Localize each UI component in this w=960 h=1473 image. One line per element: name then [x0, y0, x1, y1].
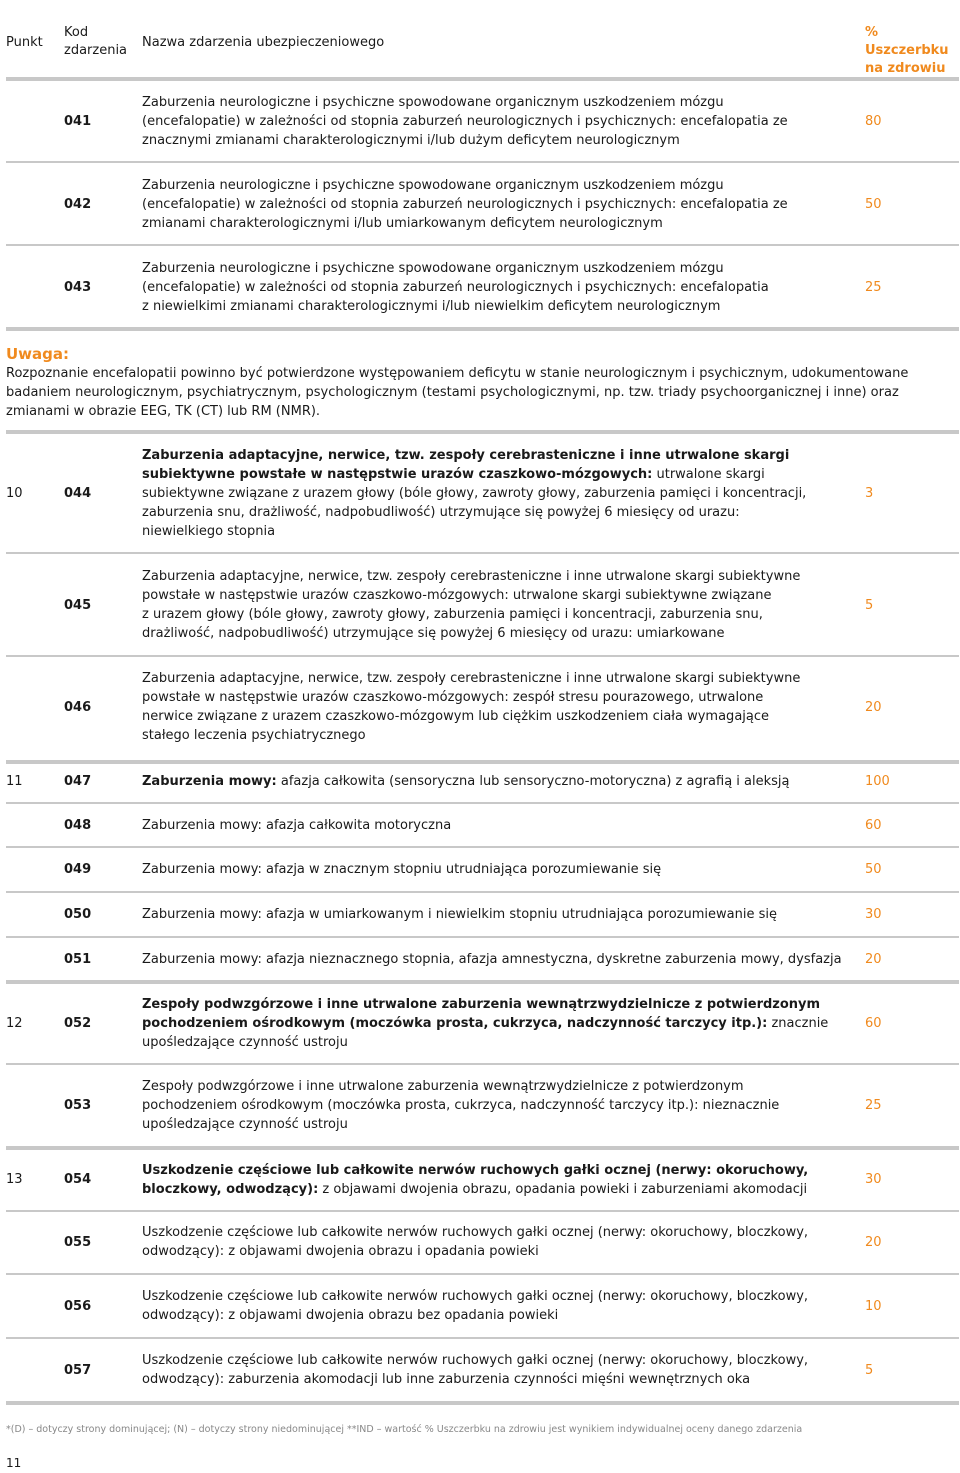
table-row: [0, 248, 960, 326]
row-name-text-wrap: [142, 93, 788, 150]
row-name-text: Uszkodzenie częściowe lub całkowite nerwów ruchowych gałki ocznej (nerwy: okoruchowy, bloczkowy, odwodzący): z objawami dwojenia obrazu bez opadania powieki: [142, 1289, 809, 1323]
footnote: *(D) – dotyczy strony dominującej; (N) – dotyczy strony niedominującej **IND – wartość % Uszczerbku na zdrowiu jest wynikiem indywidualnej oceny danego zdarzenia: [6, 1424, 803, 1435]
row-pct: 60: [865, 1015, 882, 1031]
row-name-text: Zaburzenia neurologiczne i psychiczne spowodowane organicznym uszkodzeniem mózgu (encefalopatie) w zależności od stopnia zaburzeń neurologicznych i psychicznych: encefalopatia z niewielkimi zmianami charakterologicznymi i/lub niewielkim deficytem neurologicznym: [142, 260, 769, 314]
row-punkt: 11: [6, 773, 23, 789]
note-text: Rozpoznanie encefalopatii powinno być potwierdzone występowaniem deficytu w stanie neurologicznym i psychicznym, udokumentowane badaniem neurologicznym, psychiatrycznym, psychologicznym (testami psychologicznymi, np. tzw. triady psychoorganicznej i inne) oraz zmianami w obrazie EEG, TK (CT) lub RM (NMR).: [6, 366, 909, 419]
row-rule: [6, 1337, 959, 1339]
row-name-text: Zaburzenia mowy: afazja nieznacznego stopnia, afazja amnestyczna, dyskretne zaburzenia mowy, dysfazja: [142, 951, 842, 967]
row-name-text: Zaburzenia neurologiczne i psychiczne spowodowane organicznym uszkodzeniem mózgu (encefalopatie) w zależności od stopnia zaburzeń neurologicznych i psychicznych: encefalopatia ze znacznymi zmianami charakterologicznymi i/lub dużym deficytem neurologicznym: [142, 94, 788, 148]
row-pct: 20: [865, 1234, 882, 1250]
row-name: [142, 437, 842, 550]
row-name: [142, 165, 842, 243]
row-rule: [6, 1401, 959, 1405]
row-name-bold: Zaburzenia adaptacyjne, nerwice, tzw. zespoły cerebrasteniczne i inne utrwalone skargi subiektywne powstałe w następstwie urazów czaszkowo-mózgowych:: [142, 448, 790, 482]
row-name-text-wrap: [142, 1223, 808, 1261]
row-rule: [6, 891, 959, 893]
row-pct: 30: [865, 1172, 882, 1187]
row-name-text-wrap: [142, 176, 788, 233]
row-name-text-wrap: [142, 1351, 808, 1389]
row-name: [142, 82, 842, 160]
row-name-text-wrap: [142, 860, 661, 879]
row-kod: 044: [64, 486, 92, 501]
table-row: [0, 1277, 960, 1335]
table-row: [0, 1151, 960, 1208]
row-name: [142, 1213, 842, 1271]
table-row: [0, 165, 960, 243]
row-kod: 043: [64, 279, 92, 295]
row-name-text: Zaburzenia mowy: afazja całkowita motoryczna: [142, 818, 452, 833]
row-kod: 046: [64, 699, 92, 715]
table-row: [0, 985, 960, 1061]
note-block: [6, 344, 946, 421]
row-pct: 20: [865, 699, 882, 715]
row-name-text: afazja całkowita (sensoryczna lub sensoryczno-motoryczna) z agrafią i aleksją: [276, 773, 790, 789]
row-kod: 050: [64, 907, 92, 922]
row-name-text: utrwalone skargi subiektywne związane z urazem głowy (bóle głowy, zawroty głowy, zaburzenia pamięci i koncentracji, zaburzenia snu, drażliwość, nadpobudliwość) utrzymujące się powyżej 6 miesięcy od urazu: niewielkiego stopnia: [142, 467, 807, 539]
header-punkt: Punkt: [6, 35, 43, 50]
row-name: [142, 556, 842, 654]
row-name-bold: Zaburzenia mowy:: [142, 773, 277, 789]
row-name-text: Zaburzenia neurologiczne i psychiczne spowodowane organicznym uszkodzeniem mózgu (encefalopatie) w zależności od stopnia zaburzeń neurologicznych i psychicznych: encefalopatia ze zmianami charakterologicznymi i/lub umiarkowanym deficytem neurologicznym: [142, 177, 788, 231]
row-name-text: Zaburzenia adaptacyjne, nerwice, tzw. zespoły cerebrasteniczne i inne utrwalone skargi subiektywne powstałe w następstwie urazów czaszkowo-mózgowych: utrwalone skargi subiektywne związane z urazem głowy (bóle głowy, zawroty głowy, zaburzenia pamięci i koncentracji, zaburzenia snu, drażliwość, nadpobudliwość) utrzymujące się powyżej 6 miesięcy od urazu: umiarkowane: [142, 569, 801, 641]
row-name: [142, 1277, 842, 1335]
row-pct: 80: [865, 113, 882, 129]
row-name-text: znacznie upośledzające czynność ustroju: [142, 1015, 829, 1050]
row-kod: 055: [64, 1234, 92, 1250]
row-name-text: Uszkodzenie częściowe lub całkowite nerwów ruchowych gałki ocznej (nerwy: okoruchowy, bloczkowy, odwodzący): zaburzenia akomodacji lub inne zaburzenia czynności mięśni wewnętrznych oka: [142, 1353, 809, 1387]
table-row: [0, 764, 960, 798]
row-rule: [6, 1210, 959, 1212]
row-pct: 25: [865, 1098, 882, 1113]
header-rule: [6, 77, 959, 81]
row-name: [142, 1341, 842, 1399]
row-name-bold: Zespoły podwzgórzowe i inne utrwalone zaburzenia wewnątrzwydzielnicze z potwierdzonym pochodzeniem ośrodkowym (moczówka prosta, cukrzyca, nadczynność tarczycy itp.):: [142, 996, 821, 1031]
row-pct: 20: [865, 951, 882, 967]
row-name: [142, 940, 842, 978]
row-name-text: Zaburzenia mowy: afazja w umiarkowanym i niewielkim stopniu utrudniająca porozumiewanie się: [142, 907, 777, 922]
table-row: [0, 82, 960, 160]
row-pct: 60: [865, 818, 882, 833]
row-pct: 25: [865, 279, 882, 295]
row-name-text-wrap: [142, 1077, 779, 1134]
row-rule: [6, 802, 959, 804]
row-pct: 3: [865, 486, 874, 501]
row-rule: [6, 846, 959, 848]
row-name: [142, 851, 842, 888]
row-rule: [6, 1063, 959, 1065]
row-name-text: Zaburzenia adaptacyjne, nerwice, tzw. zespoły cerebrasteniczne i inne utrwalone skargi subiektywne powstałe w następstwie urazów czaszkowo-mózgowych: zespół stresu pourazowego, utrwalone nerwice związane z urazem czaszkowo-mózgowym lub ciężkim uszkodzeniem ciała wymagające stałego leczenia psychiatrycznego: [142, 671, 801, 743]
row-kod: 041: [64, 113, 92, 129]
row-pct: 100: [865, 773, 890, 789]
table-row: [0, 1213, 960, 1271]
row-name-text-wrap: [142, 1161, 808, 1199]
row-kod: 048: [64, 818, 92, 833]
table-row: [0, 659, 960, 755]
row-kod: 051: [64, 951, 92, 967]
row-kod: 057: [64, 1362, 92, 1378]
row-rule: [6, 1273, 959, 1275]
table-row: [0, 1341, 960, 1399]
page-number: 11: [6, 1456, 22, 1470]
row-name-text: Uszkodzenie częściowe lub całkowite nerwów ruchowych gałki ocznej (nerwy: okoruchowy, bloczkowy, odwodzący): z objawami dwojenia obrazu i opadania powieki: [142, 1225, 809, 1259]
row-pct: 50: [865, 196, 882, 212]
row-rule: [6, 552, 959, 554]
row-rule: [6, 980, 959, 984]
row-kod: 047: [64, 773, 92, 789]
row-name-text: Zaburzenia mowy: afazja w znacznym stopniu utrudniająca porozumiewanie się: [142, 862, 662, 877]
table-row: [0, 940, 960, 978]
row-name-text-wrap: [142, 669, 800, 745]
row-name-bold: Uszkodzenie częściowe lub całkowite nerwów ruchowych gałki ocznej (nerwy: okoruchowy, bloczkowy, odwodzący):: [142, 1162, 809, 1197]
row-name-text-wrap: [142, 259, 769, 316]
table-row: [0, 851, 960, 888]
row-pct: 5: [865, 597, 874, 613]
table-row: [0, 807, 960, 844]
row-name-text: Zespoły podwzgórzowe i inne utrwalone zaburzenia wewnątrzwydzielnicze z potwierdzonym pochodzeniem ośrodkowym (moczówka prosta, cukrzyca, nadczynność tarczycy itp.): nieznacznie upośledzające czynność ustroju: [142, 1079, 780, 1132]
table-row: [0, 1067, 960, 1144]
row-name-text-wrap: [142, 1287, 808, 1325]
row-name-text-wrap: [142, 995, 828, 1052]
row-punkt: 13: [6, 1172, 23, 1187]
row-name: [142, 764, 842, 798]
header-pct: % Uszczerbku na zdrowiu: [865, 25, 949, 76]
row-pct: 5: [865, 1362, 874, 1378]
row-kod: 053: [64, 1098, 92, 1113]
header-name: Nazwa zdarzenia ubezpieczeniowego: [142, 35, 385, 50]
row-name-text: z objawami dwojenia obrazu, opadania powieki i zaburzeniami akomodacji: [318, 1181, 808, 1197]
row-kod: 045: [64, 597, 92, 613]
row-pct: 50: [865, 862, 882, 877]
row-name-text-wrap: [142, 567, 800, 643]
row-name-text-wrap: [142, 446, 806, 541]
row-kod: 052: [64, 1015, 92, 1031]
row-rule: [6, 244, 959, 246]
row-name: [142, 1151, 842, 1208]
row-pct: 10: [865, 1298, 882, 1314]
row-name: [142, 896, 842, 933]
table-row: [0, 437, 960, 550]
note-title: Uwaga:: [6, 345, 70, 363]
row-rule: [6, 327, 959, 331]
section-rule: [6, 430, 959, 434]
table-header: [0, 0, 960, 80]
row-name: [142, 1067, 842, 1144]
row-pct: 30: [865, 907, 882, 922]
header-kod: Kod zdarzenia: [64, 25, 128, 58]
row-name: [142, 248, 842, 326]
row-kod: 042: [64, 196, 92, 212]
row-kod: 054: [64, 1172, 92, 1187]
row-name-text-wrap: [142, 950, 842, 969]
row-name: [142, 985, 842, 1061]
row-name: [142, 659, 842, 755]
row-name-text-wrap: [142, 905, 777, 924]
row-punkt: 10: [6, 486, 23, 501]
row-name-text-wrap: [142, 816, 451, 835]
row-punkt: 12: [6, 1015, 23, 1031]
row-name: [142, 807, 842, 844]
row-name-text-wrap: [142, 772, 790, 791]
table-row: [0, 896, 960, 933]
row-kod: 049: [64, 862, 92, 877]
row-kod: 056: [64, 1298, 92, 1314]
row-rule: [6, 161, 959, 163]
row-rule: [6, 655, 959, 657]
table-row: [0, 556, 960, 654]
row-rule: [6, 936, 959, 938]
row-rule: [6, 1146, 959, 1150]
